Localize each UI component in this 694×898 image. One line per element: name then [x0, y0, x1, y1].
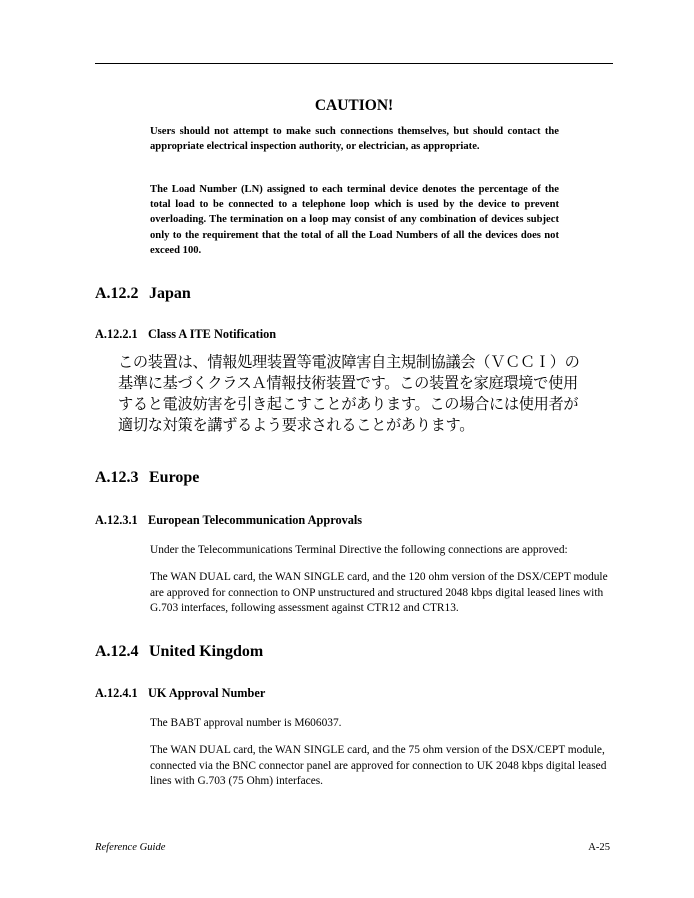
section-heading-uk	[95, 643, 263, 661]
section-number: A.12.3	[95, 469, 139, 486]
section-heading-japan	[95, 285, 191, 303]
subsection-heading-class-a-ite	[95, 327, 276, 342]
caution-title: CAUTION!	[314, 97, 394, 114]
footer-page-number: A-25	[588, 842, 610, 853]
caution-paragraph-1: Users should not attempt to make such connections themselves, but should contact the appropriate electrical inspection authority, or electrician, as appropriate.	[150, 126, 559, 153]
section-heading-europe	[95, 469, 199, 487]
header-rule	[95, 63, 613, 64]
europe-paragraph-1: Under the Telecommunications Terminal Directive the following connections are approved:	[150, 544, 568, 556]
uk-paragraph-1: The BABT approval number is M606037.	[150, 717, 342, 729]
subsection-number: A.12.2.1	[95, 327, 138, 341]
uk-paragraph-2: The WAN DUAL card, the WAN SINGLE card, and the 75 ohm version of the DSX/CEPT module, connected via the BNC connector panel are approved for connection to UK 2048 kbps digital leased lines with G.703 (75 Ohm) interfaces.	[150, 744, 607, 787]
vcci-notice: この装置は、情報処理装置等電波障害自主規制協議会（ＶＣＣＩ）の基準に基づくクラスＡ情報技術装置です。この装置を家庭環境で使用すると電波妨害を引き起こすことがあります。この場合には使用者が適切な対策を講ずるよう要求されることがあります。	[118, 353, 580, 434]
europe-paragraph-2: The WAN DUAL card, the WAN SINGLE card, and the 120 ohm version of the DSX/CEPT module are approved for connection to ONP unstructured and structured 2048 kbps digital leased lines with G.703 interfaces, following assessment against CTR12 and CTR13.	[150, 571, 608, 614]
subsection-number: A.12.3.1	[95, 513, 138, 527]
subsection-title: UK Approval Number	[148, 686, 266, 700]
subsection-heading-european-approvals	[95, 513, 362, 528]
subsection-title: Class A ITE Notification	[148, 327, 277, 341]
caution-paragraph-2: The Load Number (LN) assigned to each terminal device denotes the percentage of the total load to be connected to a telephone loop which is used by the device to prevent overloading. The termination on a loop may consist of any combination of devices subject only to the requirement that the total of all the Load Numbers of all the devices does not exceed 100.	[150, 184, 559, 256]
subsection-heading-uk-approval	[95, 686, 265, 701]
subsection-title: European Telecommunication Approvals	[148, 513, 363, 527]
subsection-number: A.12.4.1	[95, 686, 138, 700]
section-number: A.12.2	[95, 285, 139, 302]
section-title: Europe	[149, 469, 200, 486]
section-number: A.12.4	[95, 643, 139, 660]
section-title: Japan	[149, 285, 191, 302]
footer-document-title: Reference Guide	[95, 842, 166, 853]
section-title: United Kingdom	[149, 643, 264, 660]
